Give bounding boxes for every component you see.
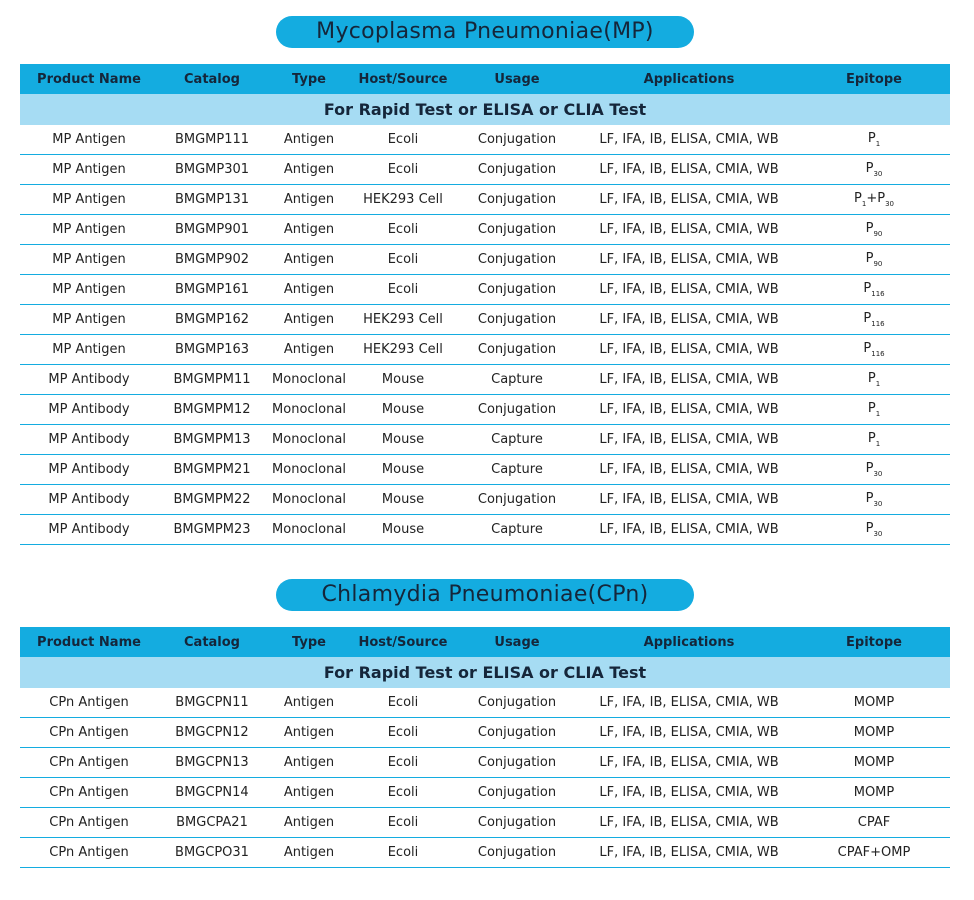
catalog-cell: BMGMPM11	[158, 365, 266, 395]
table-row	[20, 215, 950, 245]
applications-cell: LF, IFA, IB, ELISA, CMIA, WB	[580, 688, 798, 718]
table-row	[20, 748, 950, 778]
usage-cell: Conjugation	[454, 688, 580, 718]
applications-cell: LF, IFA, IB, ELISA, CMIA, WB	[580, 155, 798, 185]
table-row	[20, 808, 950, 838]
subheader: For Rapid Test or ELISA or CLIA Test	[20, 94, 950, 125]
usage-cell: Conjugation	[454, 335, 580, 365]
usage-cell: Conjugation	[454, 485, 580, 515]
epitope-cell: MOMP	[798, 748, 950, 778]
host-source-cell: Mouse	[352, 455, 454, 485]
catalog-cell: BMGMP301	[158, 155, 266, 185]
applications-cell: LF, IFA, IB, ELISA, CMIA, WB	[580, 185, 798, 215]
epitope-cell: MOMP	[798, 778, 950, 808]
applications-cell: LF, IFA, IB, ELISA, CMIA, WB	[580, 125, 798, 155]
col-header: Host/Source	[352, 627, 454, 657]
usage-cell: Capture	[454, 425, 580, 455]
product-name-cell: MP Antigen	[20, 275, 158, 305]
epitope-cell: $P_{116}$	[798, 275, 950, 305]
type-cell: Monoclonal	[266, 485, 352, 515]
table-row	[20, 455, 950, 485]
catalog-cell: BMGMPM23	[158, 515, 266, 545]
host-source-cell: Ecoli	[352, 778, 454, 808]
host-source-cell: Ecoli	[352, 718, 454, 748]
applications-cell: LF, IFA, IB, ELISA, CMIA, WB	[580, 808, 798, 838]
col-header: Applications	[580, 64, 798, 94]
col-header: Applications	[580, 627, 798, 657]
table-row	[20, 155, 950, 185]
section-title: Chlamydia Pneumoniae(CPn)	[276, 579, 694, 611]
epitope-cell: CPAF+OMP	[798, 838, 950, 868]
product-name-cell: MP Antigen	[20, 305, 158, 335]
type-cell: Antigen	[266, 778, 352, 808]
col-header: Catalog	[158, 64, 266, 94]
product-table	[20, 627, 950, 868]
table-row	[20, 335, 950, 365]
col-header: Type	[266, 627, 352, 657]
host-source-cell: HEK293 Cell	[352, 305, 454, 335]
catalog-cell: BMGMP161	[158, 275, 266, 305]
host-source-cell: Ecoli	[352, 245, 454, 275]
catalog-cell: BMGMPM22	[158, 485, 266, 515]
product-name-cell: MP Antibody	[20, 485, 158, 515]
product-name-cell: CPn Antigen	[20, 808, 158, 838]
epitope-cell: $P_1$	[798, 365, 950, 395]
epitope-cell: MOMP	[798, 718, 950, 748]
product-name-cell: CPn Antigen	[20, 778, 158, 808]
type-cell: Antigen	[266, 275, 352, 305]
applications-cell: LF, IFA, IB, ELISA, CMIA, WB	[580, 335, 798, 365]
applications-cell: LF, IFA, IB, ELISA, CMIA, WB	[580, 395, 798, 425]
usage-cell: Conjugation	[454, 275, 580, 305]
catalog-cell: BMGMP902	[158, 245, 266, 275]
host-source-cell: Ecoli	[352, 125, 454, 155]
table-row	[20, 305, 950, 335]
header-row	[20, 627, 950, 657]
host-source-cell: HEK293 Cell	[352, 335, 454, 365]
applications-cell: LF, IFA, IB, ELISA, CMIA, WB	[580, 838, 798, 868]
host-source-cell: Ecoli	[352, 215, 454, 245]
epitope-cell: $P_1$	[798, 395, 950, 425]
applications-cell: LF, IFA, IB, ELISA, CMIA, WB	[580, 455, 798, 485]
epitope-cell: $P_{116}$	[798, 305, 950, 335]
applications-cell: LF, IFA, IB, ELISA, CMIA, WB	[580, 275, 798, 305]
product-name-cell: MP Antibody	[20, 425, 158, 455]
applications-cell: LF, IFA, IB, ELISA, CMIA, WB	[580, 748, 798, 778]
section-title: Mycoplasma Pneumoniae(MP)	[276, 16, 694, 48]
table-body	[20, 125, 950, 545]
epitope-cell: $P_{30}$	[798, 155, 950, 185]
type-cell: Monoclonal	[266, 365, 352, 395]
applications-cell: LF, IFA, IB, ELISA, CMIA, WB	[580, 778, 798, 808]
host-source-cell: Ecoli	[352, 748, 454, 778]
table-row	[20, 395, 950, 425]
col-header: Usage	[454, 64, 580, 94]
product-name-cell: MP Antigen	[20, 215, 158, 245]
catalog-cell: BMGCPO31	[158, 838, 266, 868]
col-header: Host/Source	[352, 64, 454, 94]
epitope-cell: $P_1$	[798, 125, 950, 155]
usage-cell: Conjugation	[454, 718, 580, 748]
table-row	[20, 125, 950, 155]
host-source-cell: Ecoli	[352, 688, 454, 718]
catalog-cell: BMGCPA21	[158, 808, 266, 838]
product-name-cell: CPn Antigen	[20, 838, 158, 868]
host-source-cell: HEK293 Cell	[352, 185, 454, 215]
host-source-cell: Mouse	[352, 395, 454, 425]
type-cell: Antigen	[266, 808, 352, 838]
epitope-cell: $P_{90}$	[798, 245, 950, 275]
subheader-row	[20, 657, 950, 688]
usage-cell: Conjugation	[454, 215, 580, 245]
table-body	[20, 688, 950, 868]
product-table	[20, 64, 950, 545]
usage-cell: Conjugation	[454, 748, 580, 778]
product-name-cell: CPn Antigen	[20, 718, 158, 748]
product-name-cell: MP Antibody	[20, 515, 158, 545]
type-cell: Monoclonal	[266, 395, 352, 425]
product-name-cell: MP Antigen	[20, 125, 158, 155]
catalog-cell: BMGMPM12	[158, 395, 266, 425]
type-cell: Antigen	[266, 688, 352, 718]
catalog-cell: BMGMP131	[158, 185, 266, 215]
usage-cell: Conjugation	[454, 778, 580, 808]
type-cell: Antigen	[266, 748, 352, 778]
host-source-cell: Ecoli	[352, 155, 454, 185]
applications-cell: LF, IFA, IB, ELISA, CMIA, WB	[580, 305, 798, 335]
type-cell: Antigen	[266, 155, 352, 185]
table-row	[20, 425, 950, 455]
epitope-cell: MOMP	[798, 688, 950, 718]
catalog-cell: BMGCPN12	[158, 718, 266, 748]
host-source-cell: Mouse	[352, 485, 454, 515]
type-cell: Antigen	[266, 305, 352, 335]
type-cell: Antigen	[266, 185, 352, 215]
subheader-row	[20, 94, 950, 125]
usage-cell: Conjugation	[454, 305, 580, 335]
type-cell: Antigen	[266, 245, 352, 275]
type-cell: Antigen	[266, 215, 352, 245]
catalog-cell: BMGMPM21	[158, 455, 266, 485]
usage-cell: Conjugation	[454, 125, 580, 155]
catalog-cell: BMGMP163	[158, 335, 266, 365]
epitope-cell: CPAF	[798, 808, 950, 838]
type-cell: Antigen	[266, 718, 352, 748]
host-source-cell: Mouse	[352, 365, 454, 395]
table-row	[20, 485, 950, 515]
product-name-cell: MP Antibody	[20, 395, 158, 425]
table-row	[20, 718, 950, 748]
epitope-cell: $P_1$	[798, 425, 950, 455]
product-name-cell: MP Antigen	[20, 335, 158, 365]
applications-cell: LF, IFA, IB, ELISA, CMIA, WB	[580, 215, 798, 245]
col-header: Type	[266, 64, 352, 94]
product-name-cell: MP Antigen	[20, 245, 158, 275]
col-header: Catalog	[158, 627, 266, 657]
type-cell: Antigen	[266, 125, 352, 155]
usage-cell: Conjugation	[454, 245, 580, 275]
applications-cell: LF, IFA, IB, ELISA, CMIA, WB	[580, 515, 798, 545]
table-row	[20, 515, 950, 545]
table-row	[20, 275, 950, 305]
epitope-cell: $P_{30}$	[798, 455, 950, 485]
host-source-cell: Ecoli	[352, 808, 454, 838]
applications-cell: LF, IFA, IB, ELISA, CMIA, WB	[580, 365, 798, 395]
epitope-cell: $P_{90}$	[798, 215, 950, 245]
table-row	[20, 778, 950, 808]
subheader: For Rapid Test or ELISA or CLIA Test	[20, 657, 950, 688]
col-header: Product Name	[20, 627, 158, 657]
applications-cell: LF, IFA, IB, ELISA, CMIA, WB	[580, 425, 798, 455]
host-source-cell: Ecoli	[352, 838, 454, 868]
usage-cell: Conjugation	[454, 185, 580, 215]
table-row	[20, 185, 950, 215]
host-source-cell: Mouse	[352, 425, 454, 455]
catalog-cell: BMGMP111	[158, 125, 266, 155]
usage-cell: Capture	[454, 455, 580, 485]
table-row	[20, 245, 950, 275]
usage-cell: Capture	[454, 365, 580, 395]
host-source-cell: Mouse	[352, 515, 454, 545]
catalog-cell: BMGCPN13	[158, 748, 266, 778]
type-cell: Antigen	[266, 838, 352, 868]
usage-cell: Conjugation	[454, 838, 580, 868]
usage-cell: Conjugation	[454, 155, 580, 185]
applications-cell: LF, IFA, IB, ELISA, CMIA, WB	[580, 718, 798, 748]
type-cell: Monoclonal	[266, 455, 352, 485]
product-name-cell: MP Antigen	[20, 155, 158, 185]
usage-cell: Conjugation	[454, 395, 580, 425]
table-row	[20, 688, 950, 718]
epitope-cell: $P_{30}$	[798, 515, 950, 545]
epitope-cell: $P_1+P_{30}$	[798, 185, 950, 215]
applications-cell: LF, IFA, IB, ELISA, CMIA, WB	[580, 245, 798, 275]
host-source-cell: Ecoli	[352, 275, 454, 305]
table-row	[20, 838, 950, 868]
catalog-cell: BMGMP162	[158, 305, 266, 335]
catalog-cell: BMGMP901	[158, 215, 266, 245]
col-header: Usage	[454, 627, 580, 657]
col-header: Epitope	[798, 627, 950, 657]
usage-cell: Conjugation	[454, 808, 580, 838]
catalog-cell: BMGMPM13	[158, 425, 266, 455]
catalog-cell: BMGCPN11	[158, 688, 266, 718]
epitope-cell: $P_{116}$	[798, 335, 950, 365]
col-header: Epitope	[798, 64, 950, 94]
usage-cell: Capture	[454, 515, 580, 545]
type-cell: Monoclonal	[266, 515, 352, 545]
header-row	[20, 64, 950, 94]
applications-cell: LF, IFA, IB, ELISA, CMIA, WB	[580, 485, 798, 515]
epitope-cell: $P_{30}$	[798, 485, 950, 515]
col-header: Product Name	[20, 64, 158, 94]
table-row	[20, 365, 950, 395]
product-name-cell: MP Antibody	[20, 455, 158, 485]
catalog-cell: BMGCPN14	[158, 778, 266, 808]
type-cell: Antigen	[266, 335, 352, 365]
product-name-cell: CPn Antigen	[20, 748, 158, 778]
product-name-cell: CPn Antigen	[20, 688, 158, 718]
product-name-cell: MP Antigen	[20, 185, 158, 215]
type-cell: Monoclonal	[266, 425, 352, 455]
product-name-cell: MP Antibody	[20, 365, 158, 395]
